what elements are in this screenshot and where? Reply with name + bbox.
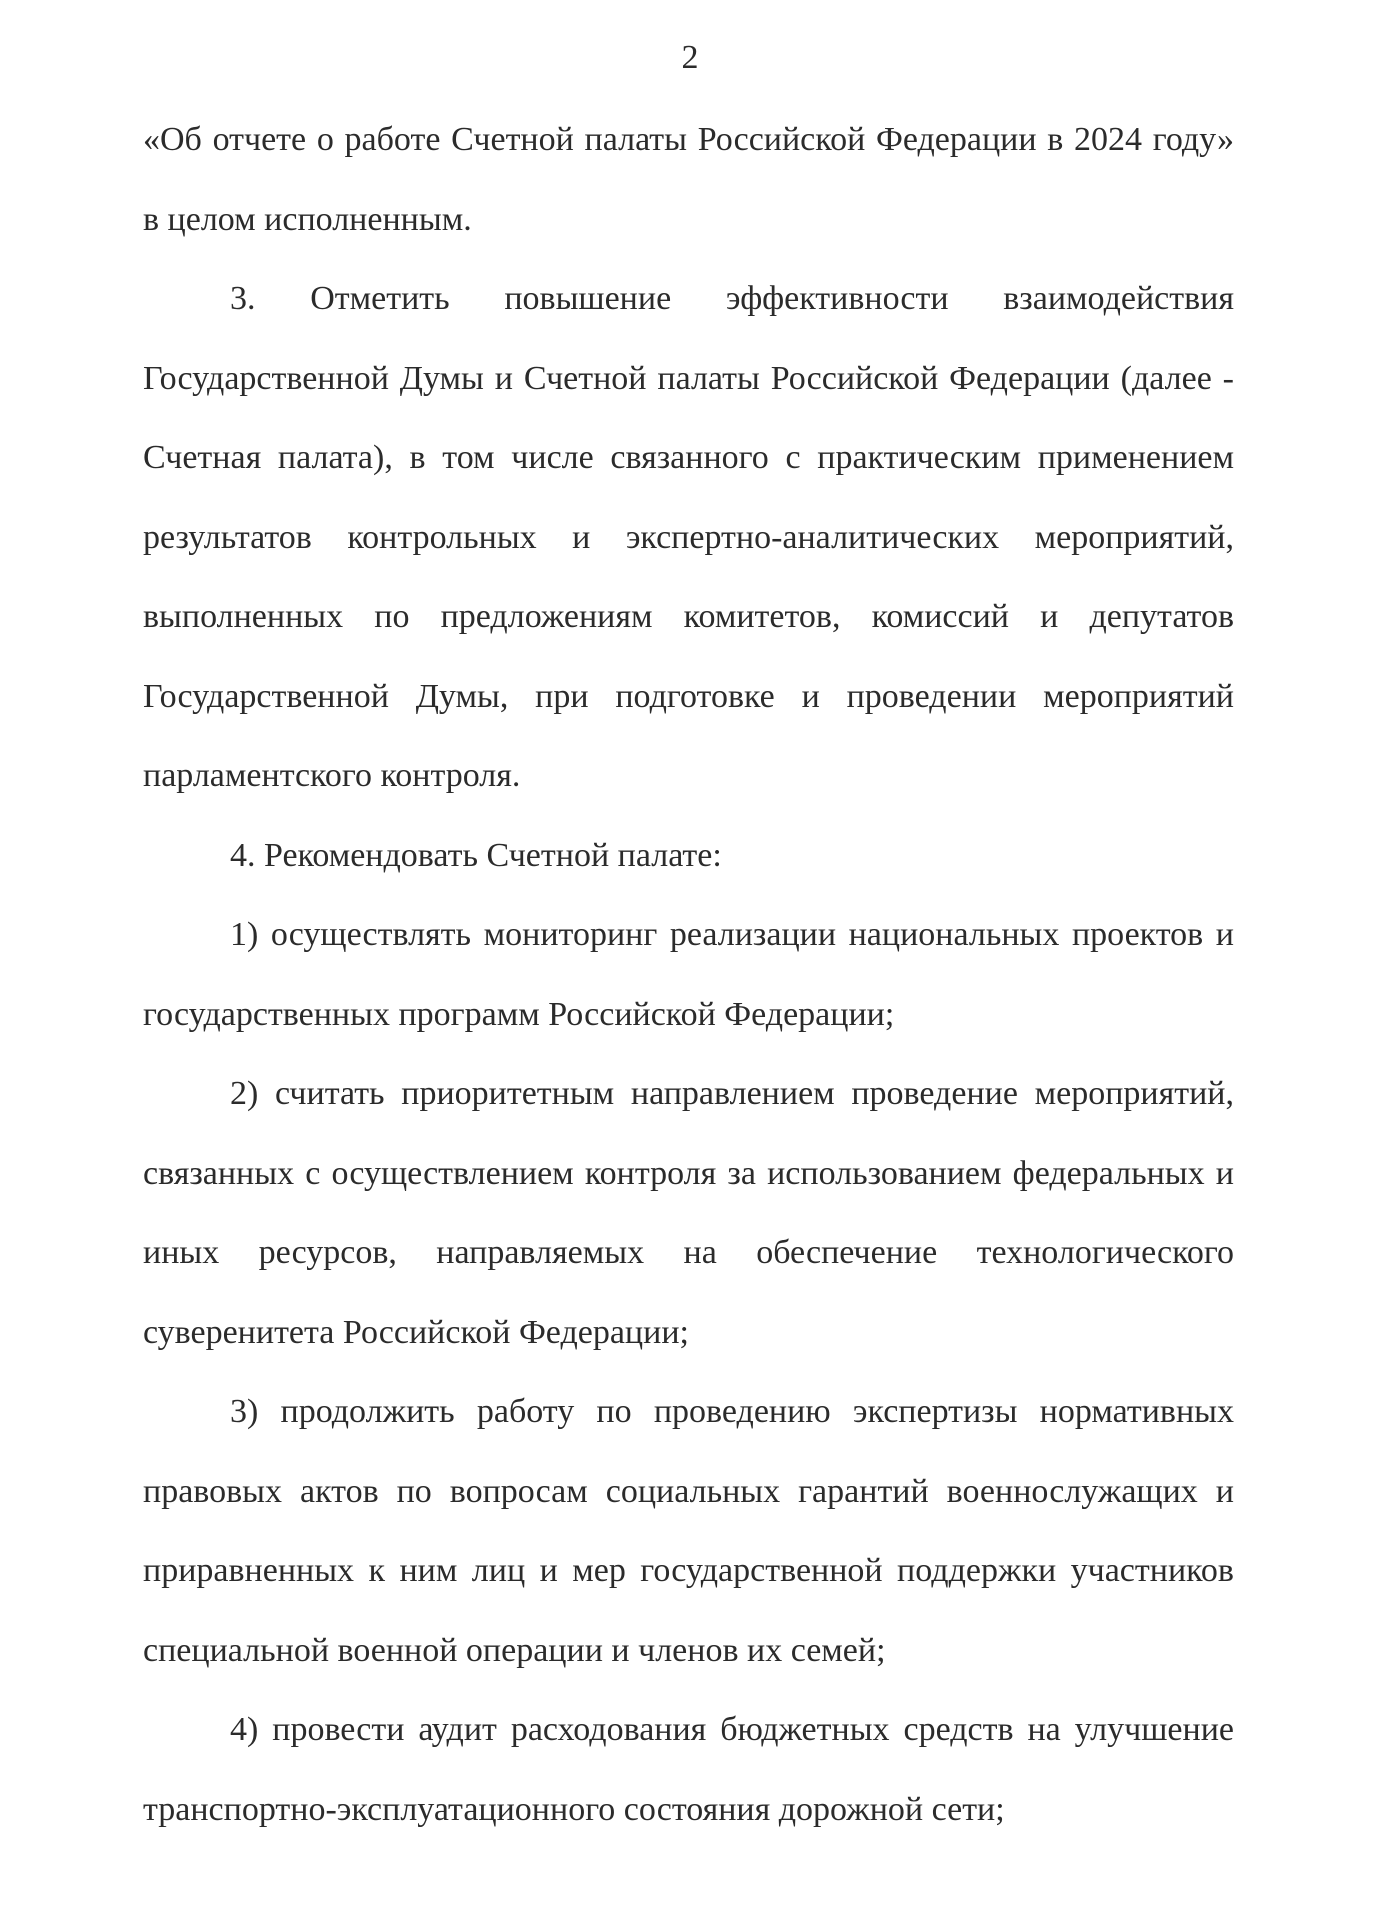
paragraph-item-4: 4. Рекомендовать Счетной палате: [230,836,722,874]
paragraph-subitem-4: 4) провести аудит расходования бюджетных средств на улучшение транспортно-эксплуатационного состояния дорожной сети; [143,1711,1234,1828]
paragraph-subitem-2: 2) считать приоритетным направлением проведение мероприятий, связанных с осуществлением контроля за использованием федеральных и иных ресурсов, направляемых на обеспечение технологического суверенитета Российской Федерации; [143,1075,1234,1351]
paragraph-report-continuation: «Об отчете о работе Счетной палаты Российской Федерации в 2024 году» в целом исполненным. [143,121,1234,238]
paragraph-item-3: 3. Отметить повышение эффективности взаимодействия Государственной Думы и Счетной палаты Российской Федерации (далее - Счетная палата), в том числе связанного с практическим применением результатов контрольных и экспертно-аналитических мероприятий, выполненных по предложениям комитетов, комиссий и депутатов Государственной Думы, при подготовке и проведении мероприятий парламентского контроля. [143,280,1234,794]
paragraph-subitem-1: 1) осуществлять мониторинг реализации национальных проектов и государственных программ Российской Федерации; [143,916,1234,1033]
page-number: 2 [681,39,699,76]
document-body [143,100,1234,1849]
paragraph-subitem-3: 3) продолжить работу по проведению экспертизы нормативных правовых актов по вопросам социальных гарантий военнослужащих и приравненных к ним лиц и мер государственной поддержки участников специальной военной операции и членов их семей; [143,1393,1234,1669]
